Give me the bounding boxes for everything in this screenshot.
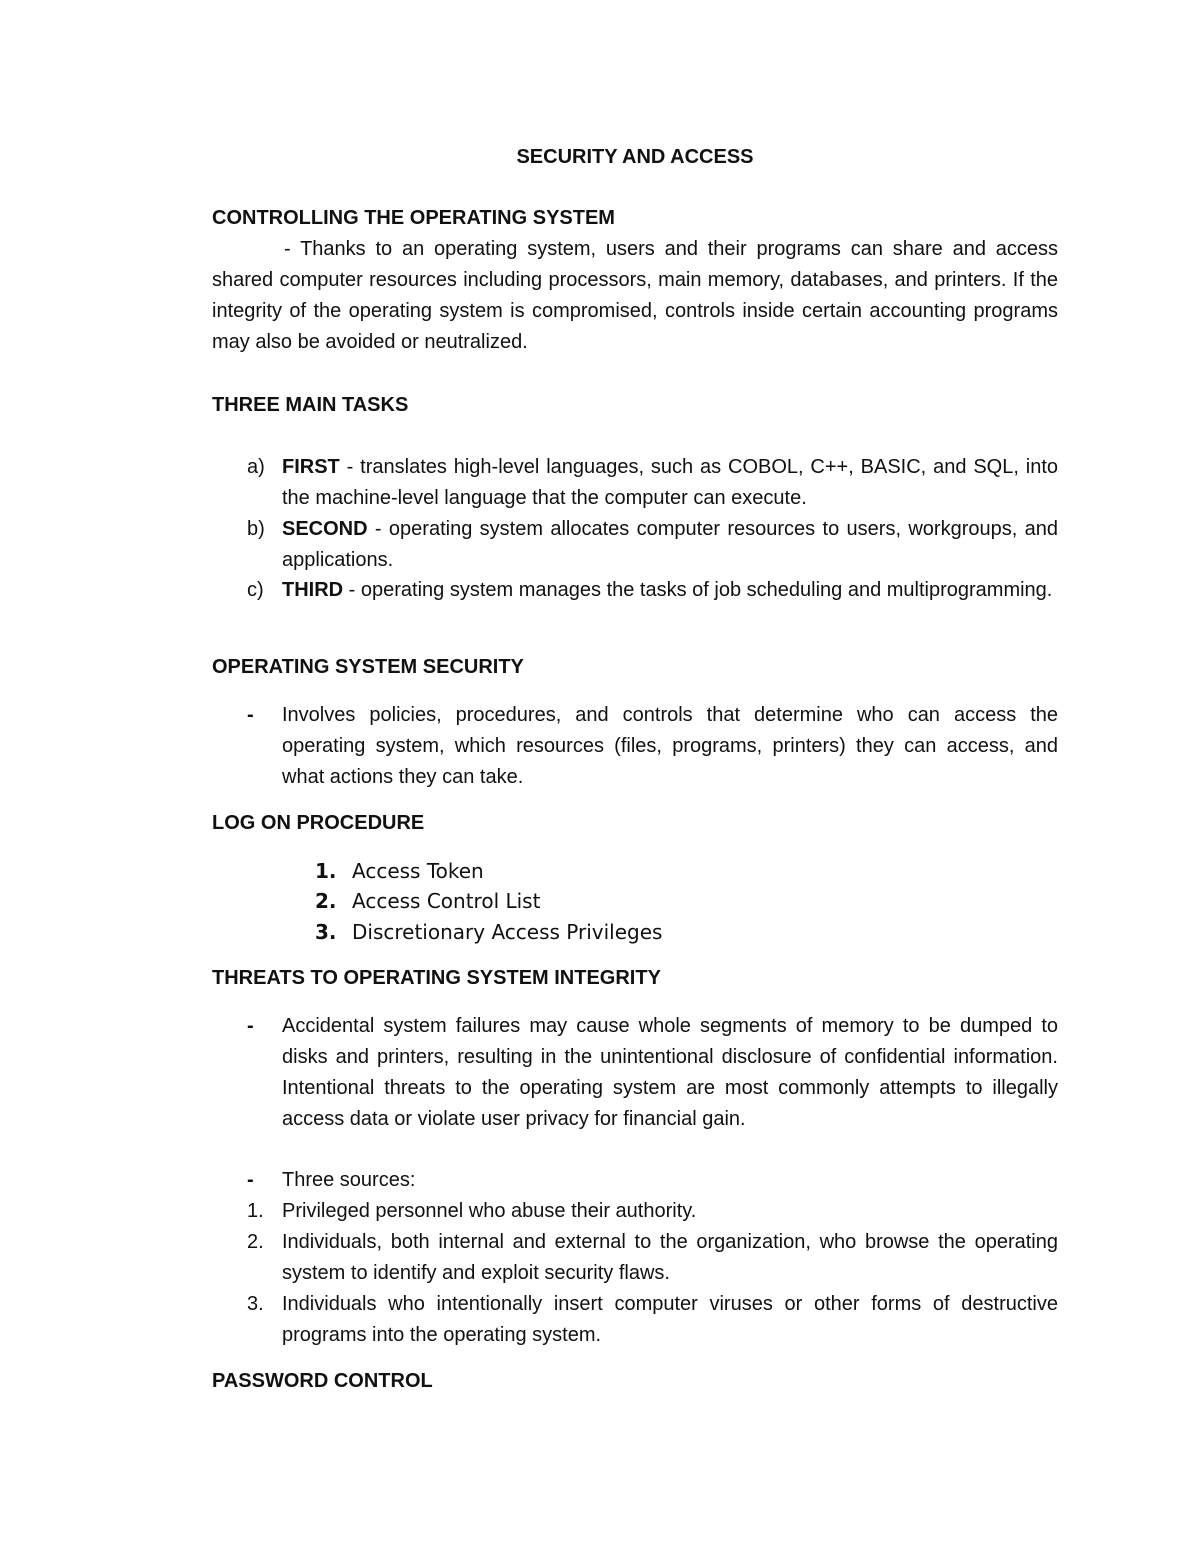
task-text: - operating system manages the tasks of job scheduling and multiprogramming. bbox=[343, 579, 1053, 601]
section-heading-os-security: OPERATING SYSTEM SECURITY bbox=[212, 656, 524, 678]
list-marker: 3. bbox=[315, 920, 337, 944]
list-marker: 2. bbox=[247, 1231, 264, 1253]
document-page bbox=[212, 0, 1058, 1553]
task-text: - translates high-level languages, such as COBOL, C++, BASIC, and SQL, into the machine-level language that the computer can execute. bbox=[282, 456, 1058, 509]
section-heading-controlling: CONTROLLING THE OPERATING SYSTEM bbox=[212, 207, 615, 229]
task-text: - operating system allocates computer resources to users, workgroups, and applications. bbox=[282, 518, 1058, 571]
list-item-threat-1 bbox=[247, 1011, 1058, 1135]
section-heading-threats: THREATS TO OPERATING SYSTEM INTEGRITY bbox=[212, 967, 661, 989]
list-item-task-3 bbox=[247, 575, 1058, 606]
list-marker: 3. bbox=[247, 1293, 264, 1315]
logon-text: Access Token bbox=[352, 859, 484, 883]
bullet-text: Three sources: bbox=[282, 1169, 416, 1191]
task-term: SECOND bbox=[282, 518, 368, 540]
section-paragraph-controlling: - Thanks to an operating system, users and their programs can share and access shared computer resources including processors, main memory, databases, and printers. If the integrity of the operating system is compromised, controls inside certain accounting programs may also be avoided or neutralized. bbox=[212, 238, 1058, 353]
bullet-text: Involves policies, procedures, and controls that determine who can access the operating system, which resources (files, programs, printers) they can access, and what actions they can take. bbox=[282, 704, 1058, 788]
list-item-logon-1 bbox=[315, 856, 484, 886]
list-marker: 1. bbox=[247, 1200, 264, 1222]
list-marker: 1. bbox=[315, 859, 337, 883]
bullet-text: Individuals who intentionally insert computer viruses or other forms of destructive programs into the operating system. bbox=[282, 1293, 1058, 1346]
bullet-text: Privileged personnel who abuse their authority. bbox=[282, 1200, 697, 1222]
list-item-threat-3 bbox=[247, 1196, 1058, 1227]
list-marker: a) bbox=[247, 456, 265, 478]
list-marker: - bbox=[247, 1015, 254, 1037]
logon-text: Discretionary Access Privileges bbox=[352, 920, 663, 944]
section-heading-password: PASSWORD CONTROL bbox=[212, 1370, 433, 1392]
list-marker: - bbox=[247, 704, 254, 726]
list-item-threat-4 bbox=[247, 1227, 1058, 1289]
list-item-os-security bbox=[247, 700, 1058, 793]
section-heading-tasks: THREE MAIN TASKS bbox=[212, 394, 409, 416]
list-item-logon-3 bbox=[315, 917, 663, 947]
section-heading-logon: LOG ON PROCEDURE bbox=[212, 812, 425, 834]
list-marker: 2. bbox=[315, 889, 337, 913]
list-item-logon-2 bbox=[315, 886, 541, 916]
list-marker: c) bbox=[247, 579, 264, 601]
list-marker: b) bbox=[247, 518, 265, 540]
list-item-threat-2 bbox=[247, 1165, 1058, 1196]
list-item-task-1 bbox=[247, 452, 1058, 514]
task-term: FIRST bbox=[282, 456, 340, 478]
task-term: THIRD bbox=[282, 579, 344, 601]
bullet-text: Individuals, both internal and external to the organization, who browse the operating system to identify and exploit security flaws. bbox=[282, 1231, 1058, 1284]
list-marker: - bbox=[247, 1169, 254, 1191]
list-item-threat-5 bbox=[247, 1289, 1058, 1351]
list-item-task-2 bbox=[247, 514, 1058, 576]
bullet-text: Accidental system failures may cause whole segments of memory to be dumped to disks and printers, resulting in the unintentional disclosure of confidential information. Intentional threats to the operating system are most commonly attempts to illegally access data or violate user privacy for financial gain. bbox=[282, 1015, 1058, 1130]
logon-text: Access Control List bbox=[352, 889, 541, 913]
document-title: SECURITY AND ACCESS bbox=[516, 146, 754, 168]
